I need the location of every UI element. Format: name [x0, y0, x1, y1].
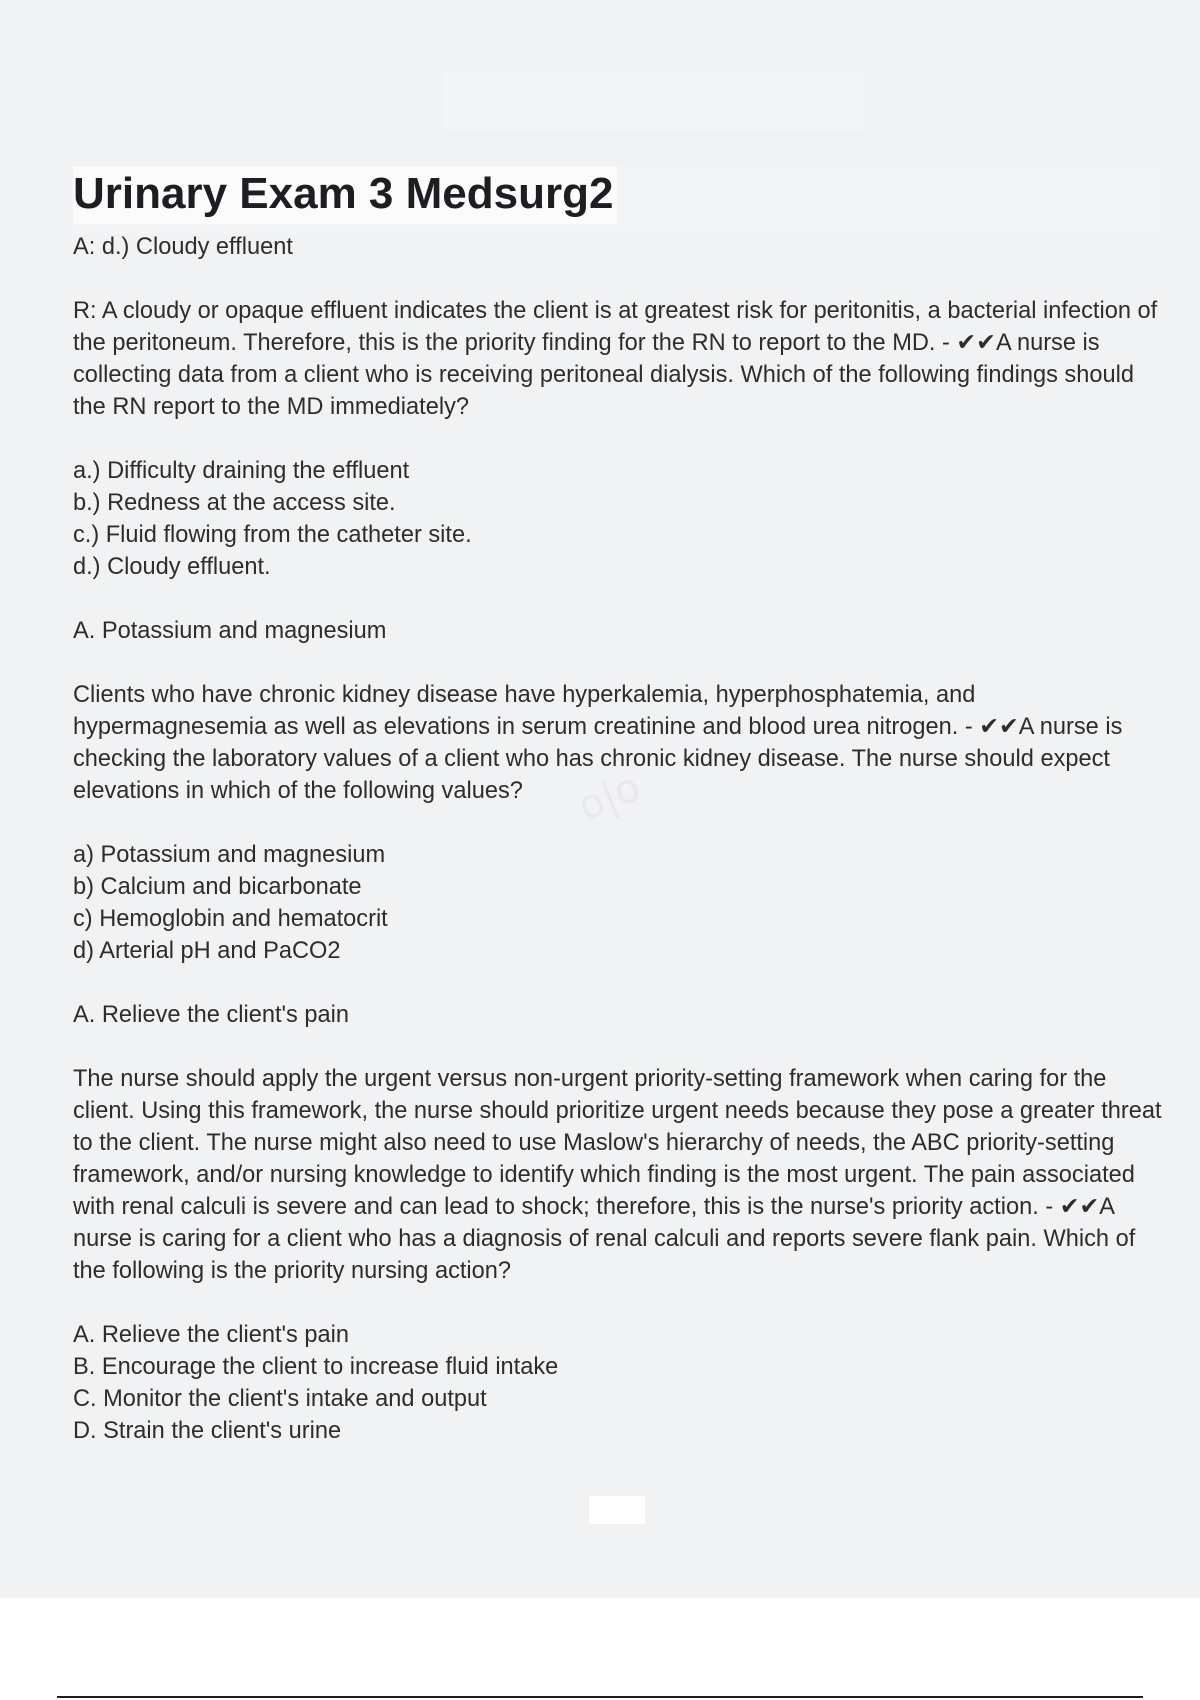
header-placeholder — [443, 72, 863, 130]
q1-option-c: c.) Fluid flowing from the catheter site. — [73, 522, 472, 548]
document-title: Urinary Exam 3 Medsurg2 — [73, 166, 617, 224]
q1-option-b: b.) Redness at the access site. — [73, 490, 396, 516]
q1-option-d: d.) Cloudy effluent. — [73, 554, 271, 580]
q1-options — [73, 455, 1168, 583]
q2-option-b: b) Calcium and bicarbonate — [73, 874, 362, 900]
q3-options — [73, 1319, 1168, 1447]
q2-rationale: Clients who have chronic kidney disease have hyperkalemia, hyperphosphatemia, and hypermagnesemia as well as elevations in serum creatinine and blood urea nitrogen. - ✔✔A nurse is checking the laboratory values of a client who has chronic kidney disease. The nurse should expect elevations in which of the following values? — [73, 682, 1123, 804]
q3-rationale: The nurse should apply the urgent versus non-urgent priority-setting framework when caring for the client. Using this framework, the nurse should prioritize urgent needs because they pose a greater threat to the client. The nurse might also need to use Maslow's hierarchy of needs, the ABC priority-setting framework, and/or nursing knowledge to identify which finding is the most urgent. The pain associated with renal calculi is severe and can lead to shock; therefore, this is the nurse's priority action. - ✔✔A nurse is caring for a client who has a diagnosis of renal calculi and reports severe flank pain. Which of the following is the priority nursing action? — [73, 1066, 1162, 1284]
q3-option-b: B. Encourage the client to increase fluid intake — [73, 1354, 559, 1380]
q2-option-d: d) Arterial pH and PaCO2 — [73, 938, 341, 964]
q3-option-c: C. Monitor the client's intake and output — [73, 1386, 487, 1412]
document-body — [73, 231, 1168, 1479]
q2-option-c: c) Hemoglobin and hematocrit — [73, 906, 388, 932]
page-number-placeholder — [589, 1496, 645, 1524]
q3-option-a: A. Relieve the client's pain — [73, 1322, 349, 1348]
q2-option-a: a) Potassium and magnesium — [73, 842, 386, 868]
q1-rationale: R: A cloudy or opaque effluent indicates the client is at greatest risk for peritonitis, a bacterial infection of the peritoneum. Therefore, this is the priority finding for the RN to report to the MD. - ✔✔A nurse is collecting data from a client who is receiving peritoneal dialysis. Which of the following findings should the RN report to the MD immediately? — [73, 298, 1158, 420]
q3-option-d: D. Strain the client's urine — [73, 1418, 342, 1444]
q3-answer: A. Relieve the client's pain — [73, 1002, 349, 1028]
q2-answer: A. Potassium and magnesium — [73, 618, 387, 644]
q1-option-a: a.) Difficulty draining the effluent — [73, 458, 410, 484]
q1-answer: A: d.) Cloudy effluent — [73, 234, 293, 260]
page-bottom-rule — [57, 1696, 1143, 1698]
q2-options — [73, 839, 1168, 967]
watermark-logo: o|o — [571, 763, 647, 831]
